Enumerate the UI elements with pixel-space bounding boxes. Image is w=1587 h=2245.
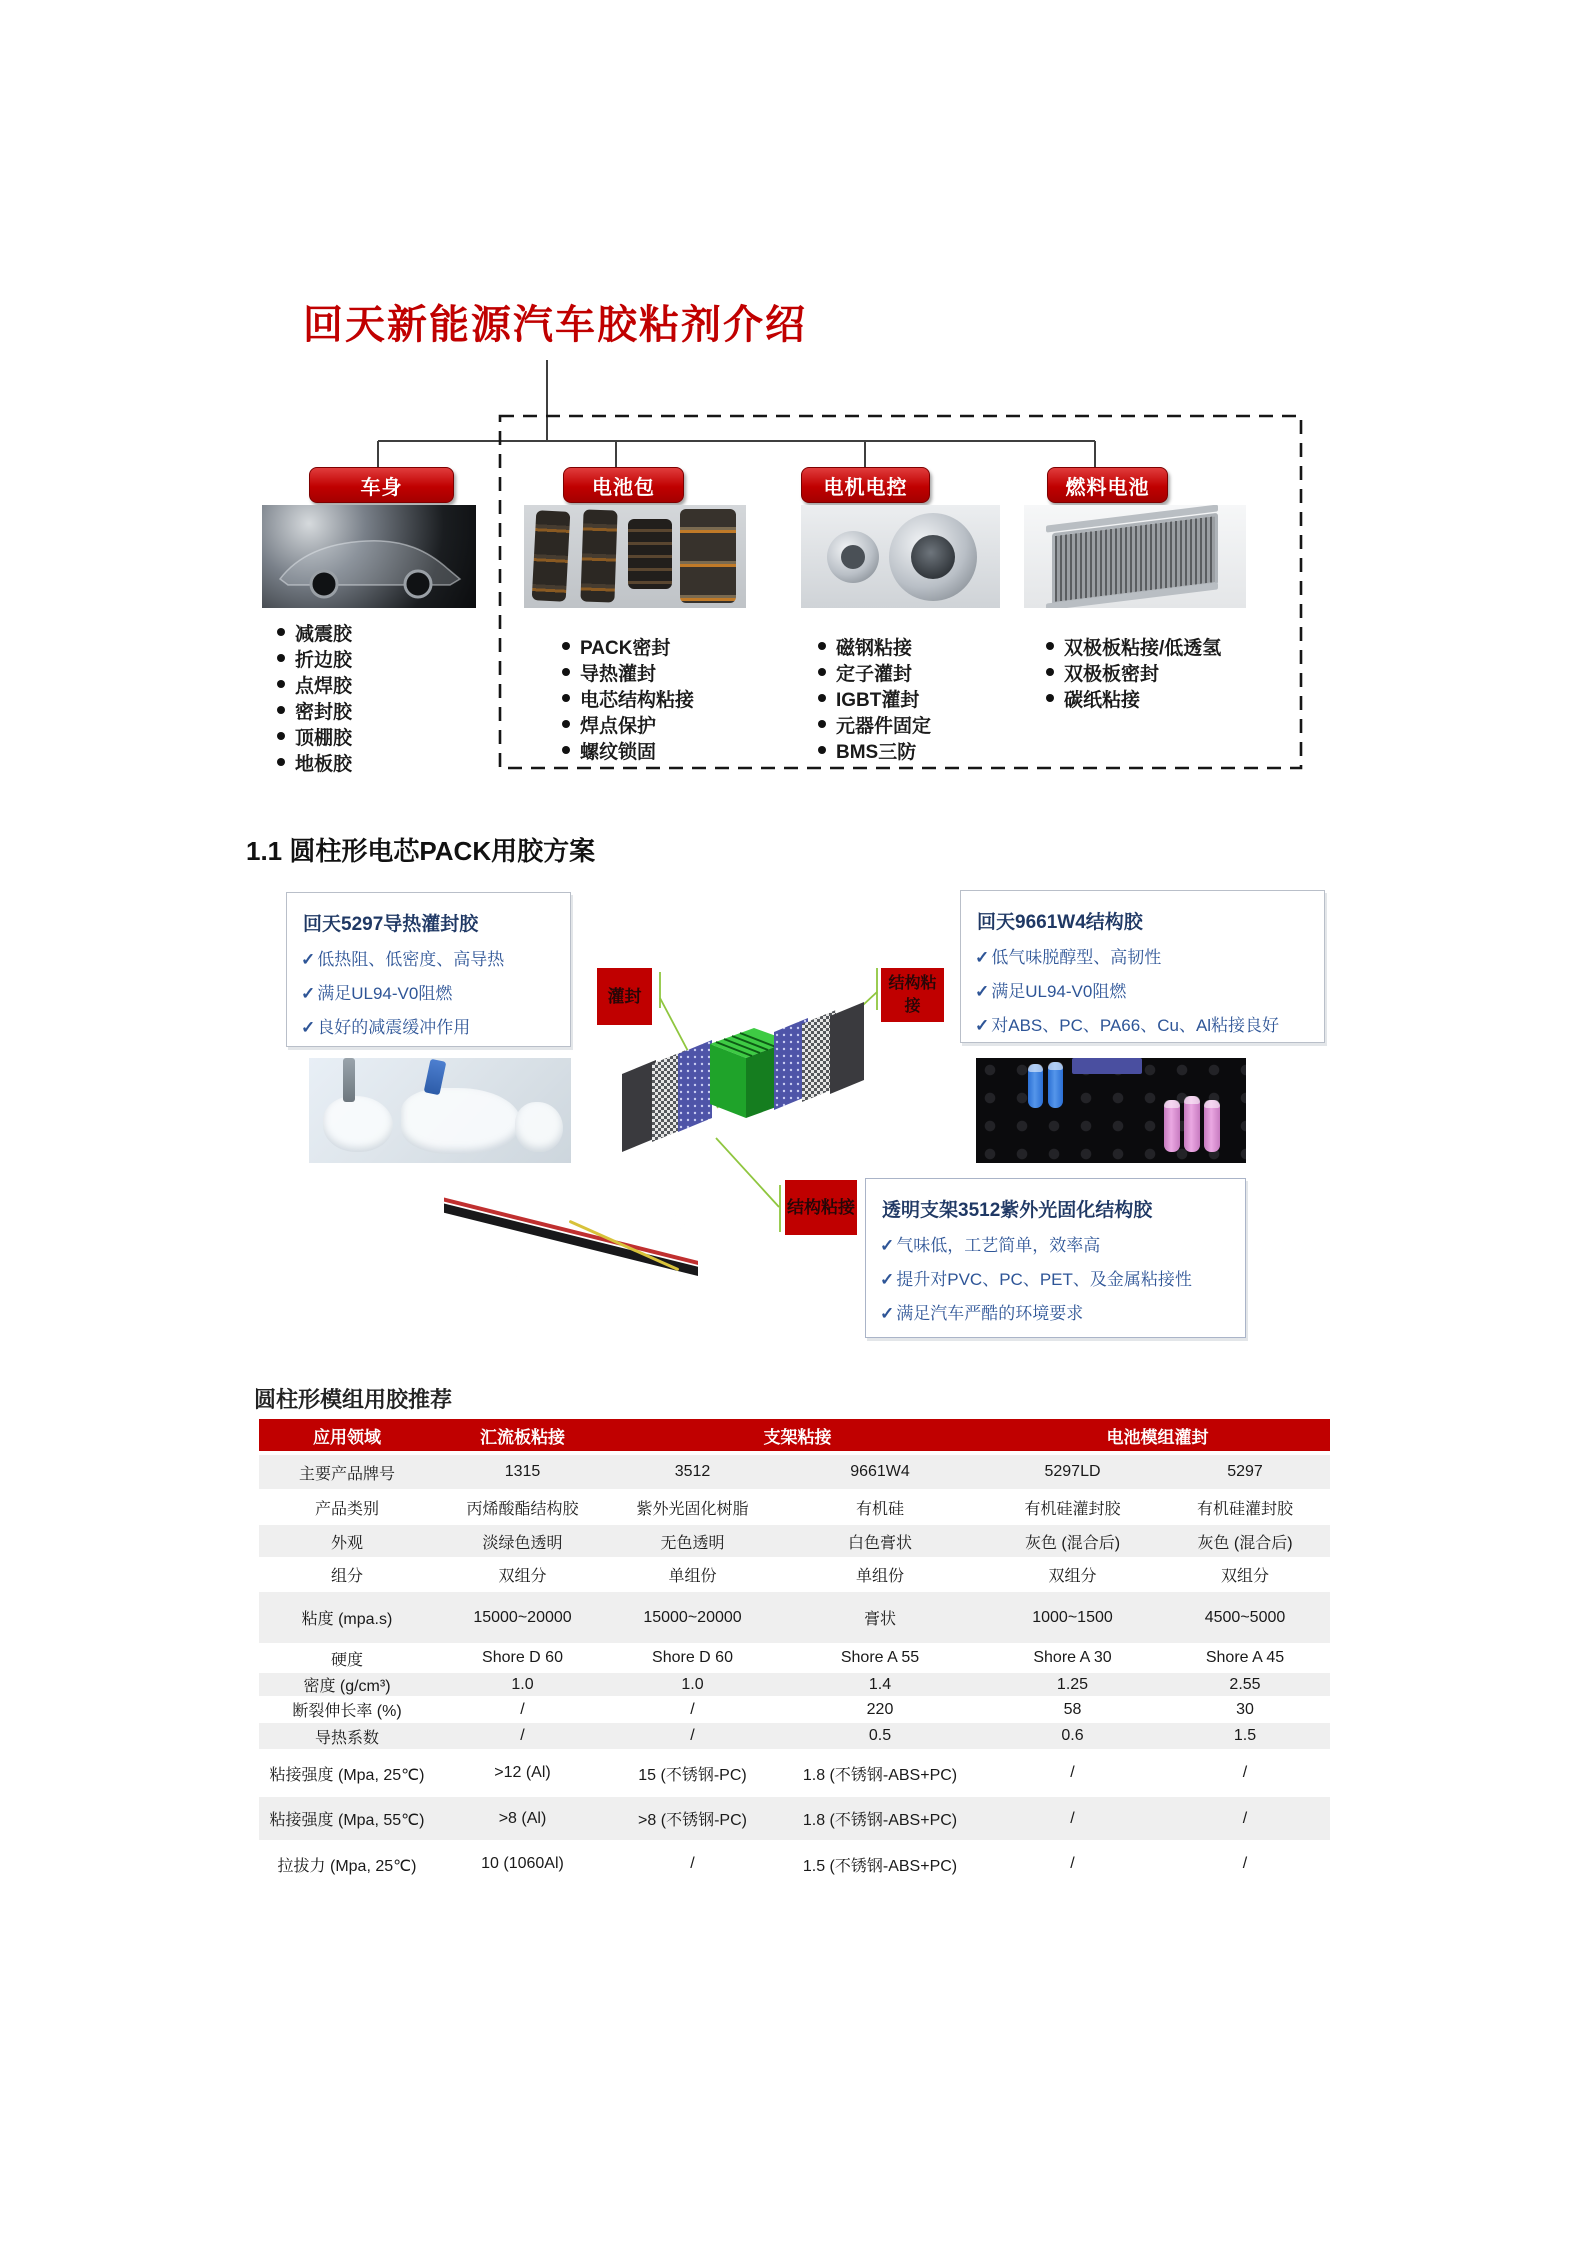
table-row bbox=[259, 1455, 1330, 1491]
list-item: 减震胶 bbox=[277, 619, 352, 645]
check-icon: ✓ bbox=[975, 1016, 990, 1035]
cell: >8 (Al) bbox=[435, 1797, 610, 1842]
branch-label-text: 电机电控 bbox=[823, 476, 908, 499]
table-row bbox=[259, 1592, 1330, 1645]
car-silhouette bbox=[262, 505, 476, 608]
cell: / bbox=[1160, 1797, 1330, 1842]
cell: 单组份 bbox=[610, 1559, 775, 1592]
list-item: 双极板粘接/低透氢 bbox=[1046, 633, 1221, 659]
cell: 1.4 bbox=[775, 1673, 985, 1698]
table-row bbox=[259, 1525, 1330, 1559]
table-row bbox=[259, 1645, 1330, 1673]
callout-9661w4 bbox=[960, 890, 1325, 1043]
motor-control-items bbox=[818, 633, 931, 763]
bullet-dot-icon bbox=[562, 642, 570, 650]
cell: 15000~20000 bbox=[610, 1592, 775, 1645]
callout-item: ✓ 满足UL94-V0阻燃 bbox=[301, 984, 453, 1003]
cell: 有机硅 bbox=[775, 1491, 985, 1525]
cell: / bbox=[610, 1723, 775, 1751]
cell: 1.0 bbox=[435, 1673, 610, 1698]
callout-item: ✓ 对ABS、PC、PA66、Cu、Al粘接良好 bbox=[975, 1016, 1280, 1035]
cell: 1315 bbox=[435, 1455, 610, 1491]
bullet-dot-icon bbox=[818, 694, 826, 702]
potting-application-photo bbox=[309, 1058, 571, 1163]
branch-label-fuel-cell bbox=[1047, 467, 1168, 503]
cell: 淡绿色透明 bbox=[435, 1525, 610, 1559]
callout-item: ✓ 气味低，工艺简单，效率高 bbox=[880, 1236, 1101, 1255]
cell: 无色透明 bbox=[610, 1525, 775, 1559]
list-item: 碳纸粘接 bbox=[1046, 685, 1221, 711]
bullet-dot-icon bbox=[818, 746, 826, 754]
bullet-dot-icon bbox=[562, 746, 570, 754]
branch-label-text: 电池包 bbox=[592, 476, 655, 499]
cell: / bbox=[985, 1842, 1160, 1888]
cell: >8 (不锈钢-PC) bbox=[610, 1797, 775, 1842]
cell: 1.5 bbox=[1160, 1723, 1330, 1751]
table-row bbox=[259, 1559, 1330, 1592]
products-table bbox=[259, 1419, 1330, 1888]
list-item: 密封胶 bbox=[277, 697, 352, 723]
row-label: 硬度 bbox=[259, 1645, 435, 1673]
battery-pack-photo bbox=[524, 505, 746, 608]
bullet-dot-icon bbox=[277, 758, 285, 766]
bullet-dot-icon bbox=[1046, 668, 1054, 676]
table-row bbox=[259, 1751, 1330, 1797]
cell: 5297LD bbox=[985, 1455, 1160, 1491]
cell: / bbox=[435, 1698, 610, 1723]
bullet-dot-icon bbox=[562, 720, 570, 728]
branch-label-text: 车身 bbox=[360, 476, 403, 499]
check-icon: ✓ bbox=[301, 950, 316, 969]
cell: Shore A 55 bbox=[775, 1645, 985, 1673]
cell: 1.8 (不锈钢-ABS+PC) bbox=[775, 1797, 985, 1842]
cell-holder-photo bbox=[976, 1058, 1246, 1163]
branch-label-motor-control bbox=[801, 467, 930, 503]
header-cell: 应用领域 bbox=[259, 1419, 435, 1455]
callout-item: ✓ 良好的减震缓冲作用 bbox=[301, 1018, 471, 1037]
row-label: 粘度 (mpa.s) bbox=[259, 1592, 435, 1645]
cell: / bbox=[610, 1698, 775, 1723]
cell: 1.25 bbox=[985, 1673, 1160, 1698]
check-icon: ✓ bbox=[975, 982, 990, 1001]
row-label: 导热系数 bbox=[259, 1723, 435, 1751]
cell: 30 bbox=[1160, 1698, 1330, 1723]
callout-item: ✓ 低气味脱醇型、高韧性 bbox=[975, 948, 1162, 967]
list-item: IGBT灌封 bbox=[818, 685, 931, 711]
cell: 灰色 (混合后) bbox=[985, 1525, 1160, 1559]
cell: 220 bbox=[775, 1698, 985, 1723]
cell: / bbox=[985, 1751, 1160, 1797]
cell: 10 (1060Al) bbox=[435, 1842, 610, 1888]
cell: / bbox=[435, 1723, 610, 1751]
bullet-dot-icon bbox=[818, 720, 826, 728]
cell: 白色膏状 bbox=[775, 1525, 985, 1559]
list-item: 地板胶 bbox=[277, 749, 352, 775]
cell: 单组份 bbox=[775, 1559, 985, 1592]
list-item: 折边胶 bbox=[277, 645, 352, 671]
cell: 1.0 bbox=[610, 1673, 775, 1698]
motor-controller-photo bbox=[801, 505, 1000, 608]
cell: Shore A 45 bbox=[1160, 1645, 1330, 1673]
cell: 3512 bbox=[610, 1455, 775, 1491]
table-header-row bbox=[259, 1419, 1330, 1455]
list-item: 电芯结构粘接 bbox=[562, 685, 694, 711]
transparent-bracket-photo bbox=[444, 1178, 698, 1302]
cell: 灰色 (混合后) bbox=[1160, 1525, 1330, 1559]
row-label: 主要产品牌号 bbox=[259, 1455, 435, 1491]
branch-label-car-body bbox=[309, 467, 454, 503]
row-label: 密度 (g/cm³) bbox=[259, 1673, 435, 1698]
cell: 0.5 bbox=[775, 1723, 985, 1751]
bullet-dot-icon bbox=[277, 654, 285, 662]
cell: 0.6 bbox=[985, 1723, 1160, 1751]
car-body-items bbox=[277, 619, 352, 775]
table-row bbox=[259, 1698, 1330, 1723]
cell: 1.8 (不锈钢-ABS+PC) bbox=[775, 1751, 985, 1797]
cell: 双组分 bbox=[985, 1559, 1160, 1592]
row-label: 拉拔力 (Mpa, 25℃) bbox=[259, 1842, 435, 1888]
table-row bbox=[259, 1723, 1330, 1751]
row-label: 外观 bbox=[259, 1525, 435, 1559]
cell: 58 bbox=[985, 1698, 1160, 1723]
table-title: 圆柱形模组用胶推荐 bbox=[254, 1387, 453, 1412]
check-icon: ✓ bbox=[880, 1236, 895, 1255]
row-label: 粘接强度 (Mpa, 55℃) bbox=[259, 1797, 435, 1842]
check-icon: ✓ bbox=[975, 948, 990, 967]
cell: / bbox=[610, 1842, 775, 1888]
header-cell: 支架粘接 bbox=[610, 1419, 985, 1455]
list-item: 定子灌封 bbox=[818, 659, 931, 685]
check-icon: ✓ bbox=[301, 1018, 316, 1037]
table-row bbox=[259, 1673, 1330, 1698]
bullet-dot-icon bbox=[277, 628, 285, 636]
check-icon: ✓ bbox=[880, 1270, 895, 1289]
tag-structural-bond-bottom: 结构粘接 bbox=[785, 1180, 857, 1235]
list-item: 焊点保护 bbox=[562, 711, 694, 737]
branch-label-text: 燃料电池 bbox=[1065, 476, 1150, 499]
cell: 紫外光固化树脂 bbox=[610, 1491, 775, 1525]
bullet-dot-icon bbox=[277, 680, 285, 688]
bullet-dot-icon bbox=[1046, 642, 1054, 650]
fuel-cell-stack-photo bbox=[1024, 505, 1246, 608]
bullet-dot-icon bbox=[818, 642, 826, 650]
bullet-dot-icon bbox=[277, 706, 285, 714]
cell: / bbox=[985, 1797, 1160, 1842]
cell: 15 (不锈钢-PC) bbox=[610, 1751, 775, 1797]
callout-item: ✓ 低热阻、低密度、高导热 bbox=[301, 950, 505, 969]
cell: / bbox=[1160, 1842, 1330, 1888]
callout-3512 bbox=[865, 1178, 1246, 1338]
callout-5297 bbox=[286, 892, 571, 1047]
list-item: 磁钢粘接 bbox=[818, 633, 931, 659]
cell: 1.5 (不锈钢-ABS+PC) bbox=[775, 1842, 985, 1888]
check-icon: ✓ bbox=[301, 984, 316, 1003]
cell: / bbox=[1160, 1751, 1330, 1797]
table-row bbox=[259, 1797, 1330, 1842]
table-row bbox=[259, 1842, 1330, 1888]
callout-item: ✓ 满足UL94-V0阻燃 bbox=[975, 982, 1127, 1001]
bullet-dot-icon bbox=[818, 668, 826, 676]
bullet-dot-icon bbox=[1046, 694, 1054, 702]
cell: 4500~5000 bbox=[1160, 1592, 1330, 1645]
bullet-dot-icon bbox=[562, 668, 570, 676]
cell: >12 (Al) bbox=[435, 1751, 610, 1797]
list-item: 点焊胶 bbox=[277, 671, 352, 697]
cell: 5297 bbox=[1160, 1455, 1330, 1491]
list-item: 双极板密封 bbox=[1046, 659, 1221, 685]
callout-title: 透明支架3512紫外光固化结构胶 bbox=[882, 1200, 1153, 1221]
list-item: PACK密封 bbox=[562, 633, 694, 659]
header-cell: 汇流板粘接 bbox=[435, 1419, 610, 1455]
tag-potting: 灌封 bbox=[597, 968, 652, 1025]
list-item: 导热灌封 bbox=[562, 659, 694, 685]
cell: 双组分 bbox=[1160, 1559, 1330, 1592]
cell: 有机硅灌封胶 bbox=[985, 1491, 1160, 1525]
callout-title: 回天9661W4结构胶 bbox=[977, 912, 1143, 933]
row-label: 断裂伸长率 (%) bbox=[259, 1698, 435, 1723]
cell: 2.55 bbox=[1160, 1673, 1330, 1698]
list-item: BMS三防 bbox=[818, 737, 931, 763]
tag-structural-bond-top: 结构粘接 bbox=[881, 968, 944, 1022]
branch-label-battery-pack bbox=[563, 467, 684, 503]
callout-title: 回天5297导热灌封胶 bbox=[303, 914, 479, 935]
battery-pack-items bbox=[562, 633, 694, 763]
check-icon: ✓ bbox=[880, 1304, 895, 1323]
table-row bbox=[259, 1491, 1330, 1525]
cell: 双组分 bbox=[435, 1559, 610, 1592]
bullet-dot-icon bbox=[562, 694, 570, 702]
callout-item: ✓ 提升对PVC、PC、PET、及金属粘接性 bbox=[880, 1270, 1192, 1289]
cell: 15000~20000 bbox=[435, 1592, 610, 1645]
cell: Shore D 60 bbox=[435, 1645, 610, 1673]
cell: 9661W4 bbox=[775, 1455, 985, 1491]
cell: Shore D 60 bbox=[610, 1645, 775, 1673]
list-item: 螺纹锁固 bbox=[562, 737, 694, 763]
bullet-dot-icon bbox=[277, 732, 285, 740]
car-chassis-photo bbox=[262, 505, 476, 608]
row-label: 产品类别 bbox=[259, 1491, 435, 1525]
section-heading: 1.1 圆柱形电芯PACK用胶方案 bbox=[246, 836, 596, 866]
cell: 膏状 bbox=[775, 1592, 985, 1645]
exploded-battery-diagram bbox=[622, 1002, 884, 1154]
row-label: 组分 bbox=[259, 1559, 435, 1592]
list-item: 元器件固定 bbox=[818, 711, 931, 737]
callout-item: ✓ 满足汽车严酷的环境要求 bbox=[880, 1304, 1084, 1323]
cell: 有机硅灌封胶 bbox=[1160, 1491, 1330, 1525]
fuel-cell-items bbox=[1046, 633, 1221, 711]
page-title: 回天新能源汽车胶粘剂介绍 bbox=[303, 303, 807, 347]
row-label: 粘接强度 (Mpa, 25℃) bbox=[259, 1751, 435, 1797]
cell: 丙烯酸酯结构胶 bbox=[435, 1491, 610, 1525]
cell: Shore A 30 bbox=[985, 1645, 1160, 1673]
list-item: 顶棚胶 bbox=[277, 723, 352, 749]
header-cell: 电池模组灌封 bbox=[985, 1419, 1330, 1455]
cell: 1000~1500 bbox=[985, 1592, 1160, 1645]
